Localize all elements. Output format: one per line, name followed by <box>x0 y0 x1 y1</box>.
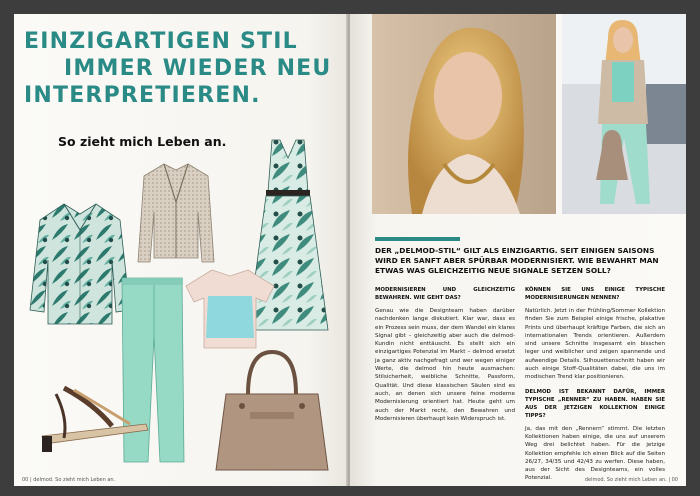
intro-text: DER „DELMOD-STIL“ GILT ALS EINZIGARTIG. SEIT EINIGEN SAISONS WIRD ER SANFT ABER SPÜRBAR MODERNISIERT. WIE BEWAHRT MAN ETWAS WAS GLEICHZEITIG NEUE SIGNALE SETZEN SOLL? <box>375 246 659 275</box>
headline-line-1: EINZIGARTIGEN STIL <box>24 29 298 54</box>
right-page <box>350 14 686 486</box>
answer-1: Genau wie die Designteam haben darüber nachdenken lange diskutiert. Klar war, dass es ein Prozess sein muss, der dem Wandel ein klares Signal gibt – gleichzeitig aber auch die delmod-Kundin nicht enttäuscht. Es stellt sich ein einzigartiges Potenzial im Markt – delmod ersetzt ja ganz aktiv nachgefragt und wer wegen einiger Werte, die delmod hin heute ausmachen: Stilsicherheit, weibliche Schnitte, Passform, Qualität. Und diese klassischen Säulen sind es auch, an denen sich unsere feine moderne Modernisierung orientiert hat. Heute geht um auch der Markt recht, den Bewahren und Modernisieren überhaupt kein Widerspruch ist. <box>375 308 515 422</box>
text-column-1 <box>375 286 515 429</box>
question-2: KÖNNEN SIE UNS EINIGE TYPISCHE MODERNISIERUNGEN NENNEN? <box>525 287 665 301</box>
tropical-blouse-image <box>28 200 132 328</box>
portrait-photo <box>372 14 556 214</box>
strappy-sandal-image <box>34 384 154 456</box>
full-body-photo <box>562 14 686 214</box>
right-folio: delmod. So zieht mich Leben an. | 00 <box>584 477 678 483</box>
left-page <box>14 14 348 486</box>
question-3: DELMOD IST BEKANNT DAFÜR, IMMER TYPISCHE „RENNER“ ZU HABEN. HABEN SIE AUS DER JETZIGEN KOLLEKTION EINIGE TIPPS? <box>525 388 665 419</box>
leather-handbag-image <box>212 348 332 478</box>
left-folio: 00 | delmod. So zieht mich Leben an. <box>22 477 116 483</box>
tweed-jacket-image <box>136 162 216 268</box>
layered-top-image <box>182 268 278 354</box>
headline-line-3: INTERPRETIEREN. <box>24 83 261 108</box>
subline: So zieht mich Leben an. <box>58 134 227 149</box>
headline-line-2: IMMER WIEDER NEU <box>64 56 332 81</box>
text-column-2 <box>525 286 665 486</box>
question-1: MODERNISIEREN UND GLEICHZEITIG BEWAHREN. WIE GEHT DAS? <box>375 287 515 301</box>
page-headline <box>24 28 331 109</box>
answer-2: Natürlich. Jetzt in der Frühling/Sommer Kollektion finden Sie zum Beispiel einige frische, plakative Prints und überhaupt kräftige Farben, die sich an internationalen Trends orientieren. Außerdem sind unsere Schnitte insgesamt ein bisschen leger und weiblicher und zeigen spannende und aufwendige Details. Silhouettenschnitt haben wir auch einige Stoff-Qualitäten dabei, die uns im modischen Trend klar positionieren. <box>525 308 665 381</box>
answer-3: Ja, das mit den „Rennern“ stimmt. Die letzten Kollektionen haben einige, die uns auf unserem Weg drei belichtet haben. Für die jetzige Kollektion empfehle ich einen Blick auf die Seiten 26/27, 34/35 und 42/43 zu werfen. Diese haben, aus der Sicht des Designteams, ein volles Potenzial. <box>525 425 665 482</box>
accent-rule <box>375 237 460 241</box>
